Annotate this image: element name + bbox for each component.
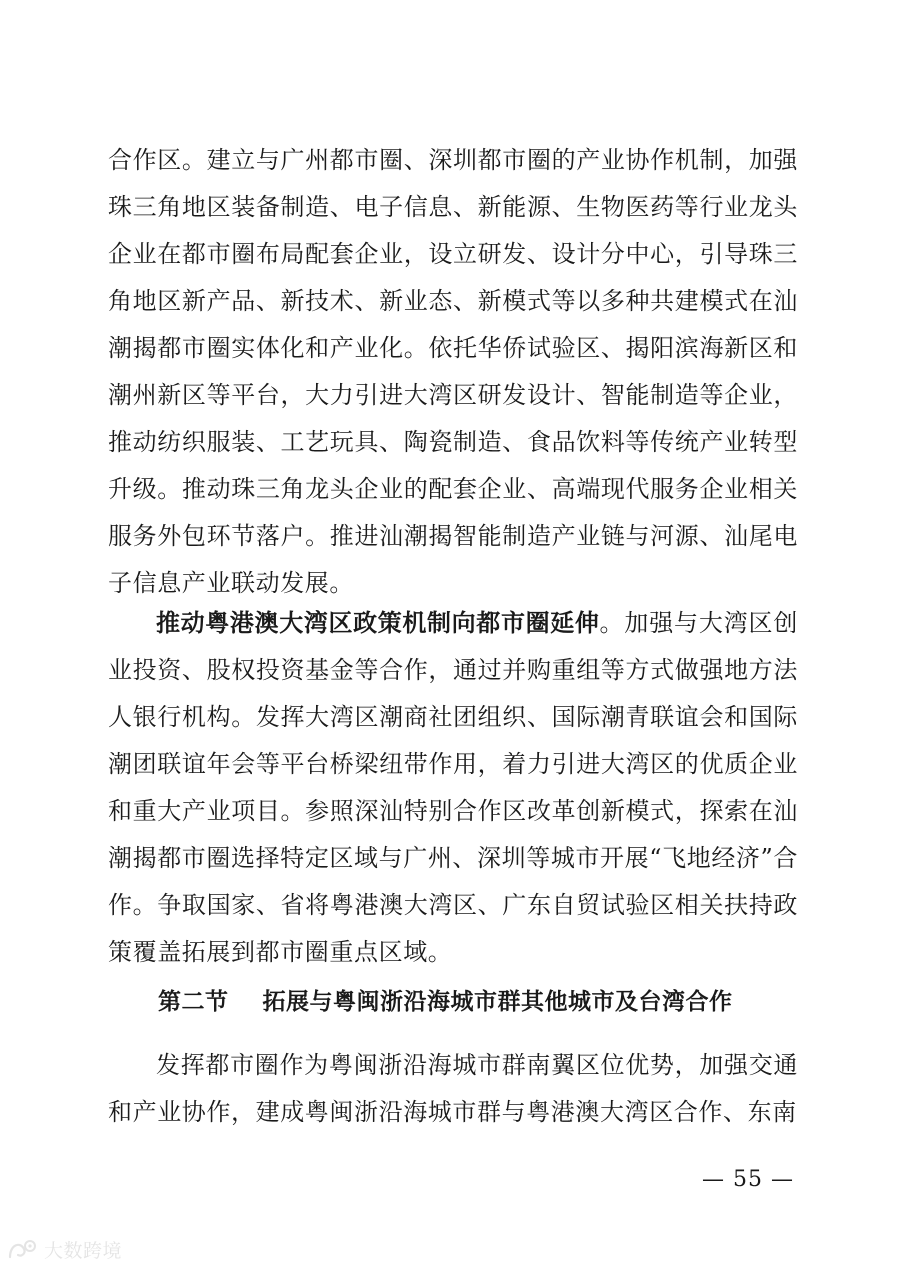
body-paragraph-2 (108, 600, 798, 976)
body-paragraph-3: 发挥都市圈作为粤闽浙沿海城市群南翼区位优势，加强交通和产业协作，建成粤闽浙沿海城市群与粤港澳大湾区合作、东南 (108, 1051, 798, 1126)
page-number: — 55 — (702, 1167, 794, 1192)
logo-mark-icon (6, 1237, 40, 1263)
section-heading: 第二节 拓展与粤闽浙沿海城市群其他城市及台湾合作 (158, 989, 733, 1015)
body-paragraph-1: 合作区。建立与广州都市圈、深圳都市圈的产业协作机制，加强珠三角地区装备制造、电子信息、新能源、生物医药等行业龙头企业在都市圈布局配套企业，设立研发、设计分中心，引导珠三角地区新产品、新技术、新业态、新模式等以多种共建模式在汕潮揭都市圈实体化和产业化。依托华侨试验区、揭阳滨海新区和潮州新区等平台，大力引进大湾区研发设计、智能制造等企业，推动纺织服装、工艺玩具、陶瓷制造、食品饮料等传统产业转型升级。推动珠三角龙头企业的配套企业、高端现代服务企业相关服务外包环节落户。推进汕潮揭智能制造产业链与河源、汕尾电子信息产业联动发展。 (108, 146, 798, 597)
paragraph-body-text: 。加强与大湾区创业投资、股权投资基金等合作，通过并购重组等方式做强地方法人银行机构。发挥大湾区潮商社团组织、国际潮青联谊会和国际潮团联谊年会等平台桥梁纽带作用，着力引进大湾区的优质企业和重大产业项目。参照深汕特别合作区改革创新模式，探索在汕潮揭都市圈选择特定区域与广州、深圳等城市开展“飞地经济”合作。争取国家、省将粤港澳大湾区、广东自贸试验区相关扶持政策覆盖拓展到都市圈重点区域。 (108, 609, 798, 966)
watermark (6, 1236, 122, 1263)
watermark-text: 大数跨境 (44, 1240, 123, 1262)
paragraph-lead-heading: 推动粤港澳大湾区政策机制向都市圈延伸 (156, 609, 600, 637)
